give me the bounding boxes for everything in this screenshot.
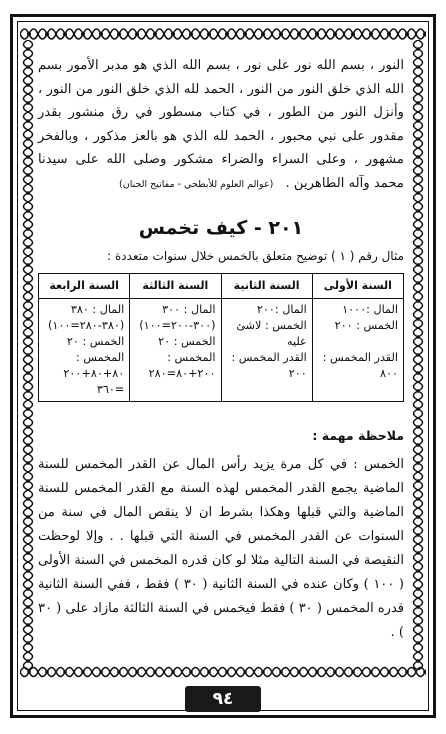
cell-line: =٣٦٠ <box>96 382 125 396</box>
table-cell-year-1 <box>312 298 403 401</box>
cell-line: عليه <box>286 334 307 348</box>
table-row <box>39 298 404 401</box>
top-ornament-border <box>20 22 426 46</box>
cell-line: المال :٢٠٠ <box>256 302 307 316</box>
bottom-ornament-border <box>20 662 426 682</box>
cell-line <box>318 334 398 350</box>
cell-line: (٣٨٠-٢٨٠=١٠٠) <box>47 318 125 332</box>
cell-line: المال :١٠٠٠ <box>342 302 398 316</box>
table-header-row <box>39 273 404 298</box>
cell-line: ٢٠٠+٨٠=٢٨٠ <box>148 366 216 380</box>
body-text: النور ، بسم الله نور على نور ، بسم الله الذي هو مدبر الأمور بسم الله الذي خلق النور من النور ، الحمد لله الذي خلق النور من النور ، وأنزل النور من الطور ، في كتاب مسطور في رق منشور بقدر مقدور على نبي محبور ، الحمد لله الذي هو بالعز مذكور ، وبالفخر مشهور ، وعلى السراء والضراء مشكور وصلى الله على سيدنا محمد وآله الطاهرين . <box>38 58 404 191</box>
left-ornament-border <box>19 40 37 670</box>
example-intro: مثال رقم ( ١ ) توضيح متعلق بالخمس خلال سنوات متعددة : <box>107 248 404 263</box>
note-paragraph: الخمس : في كل مرة يزيد رأس المال عن القدر المخمس للسنة الماضية يجمع القدر المخمس لهذه السنة مع القدر المخمس للسنة الماضية والتي قبلها وهكذا بشرط ان لا ينقص المال في سنة من السنوات عن القدر المخمس في السنة التي قبلها . . وإلا لوحظت النقيصة في السنة التالية مثلا لو كان قدره المخمس في السنة الأولى ( ١٠٠ ) وكان عنده في السنة الثانية ( ٣٠ ) فقط ، ففي السنة الثانية قدره المخمس ( ٣٠ ) فقط فيخمس في السنة الثالثة مازاد على ( ٣٠ ) . <box>38 456 404 640</box>
cell-line: الخمس : ٢٠ <box>158 334 216 348</box>
cell-line: الخمس : لاشئ <box>236 318 307 332</box>
body-paragraph <box>38 54 404 197</box>
table-header-cell: السنة الثالثة <box>130 273 221 298</box>
table-cell-year-2 <box>221 298 312 401</box>
cell-line: الخمس : ٢٠٠ <box>334 318 398 332</box>
page-number: ٩٤ <box>185 686 261 712</box>
table-header-cell: السنة الأولى <box>312 273 403 298</box>
right-ornament-border <box>409 40 427 670</box>
cell-line: القدر المخمس : <box>322 350 398 364</box>
section-heading: ٢٠١ - كيف تخمس <box>138 216 304 239</box>
source-citation: (عوالم العلوم للأبطحي - مفاتيح الجنان) <box>119 178 274 190</box>
cell-line: ٢٠٠ <box>288 366 307 380</box>
page-content <box>38 54 404 645</box>
table-header-cell: السنة الثانية <box>221 273 312 298</box>
cell-line: الخمس : ٢٠ <box>66 334 125 348</box>
cell-line: ٨٠+٨٠+٢٠٠ <box>63 366 125 380</box>
table-header-cell: السنة الرابعة <box>39 273 130 298</box>
cell-line: (٣٠٠-٢٠٠=١٠٠) <box>139 318 216 332</box>
cell-line: المخمس : <box>75 350 125 364</box>
cell-line: المخمس : <box>167 350 216 364</box>
table-cell-year-3 <box>130 298 221 401</box>
cell-line: ٨٠٠ <box>379 366 398 380</box>
table-cell-year-4 <box>39 298 130 401</box>
khums-table <box>38 273 404 402</box>
cell-line: المال : ٣٨٠ <box>70 302 125 316</box>
note-title: ملاحظة مهمة : <box>312 427 404 443</box>
cell-line: القدر المخمس : <box>231 350 307 364</box>
cell-line: المال : ٣٠٠ <box>162 302 216 316</box>
